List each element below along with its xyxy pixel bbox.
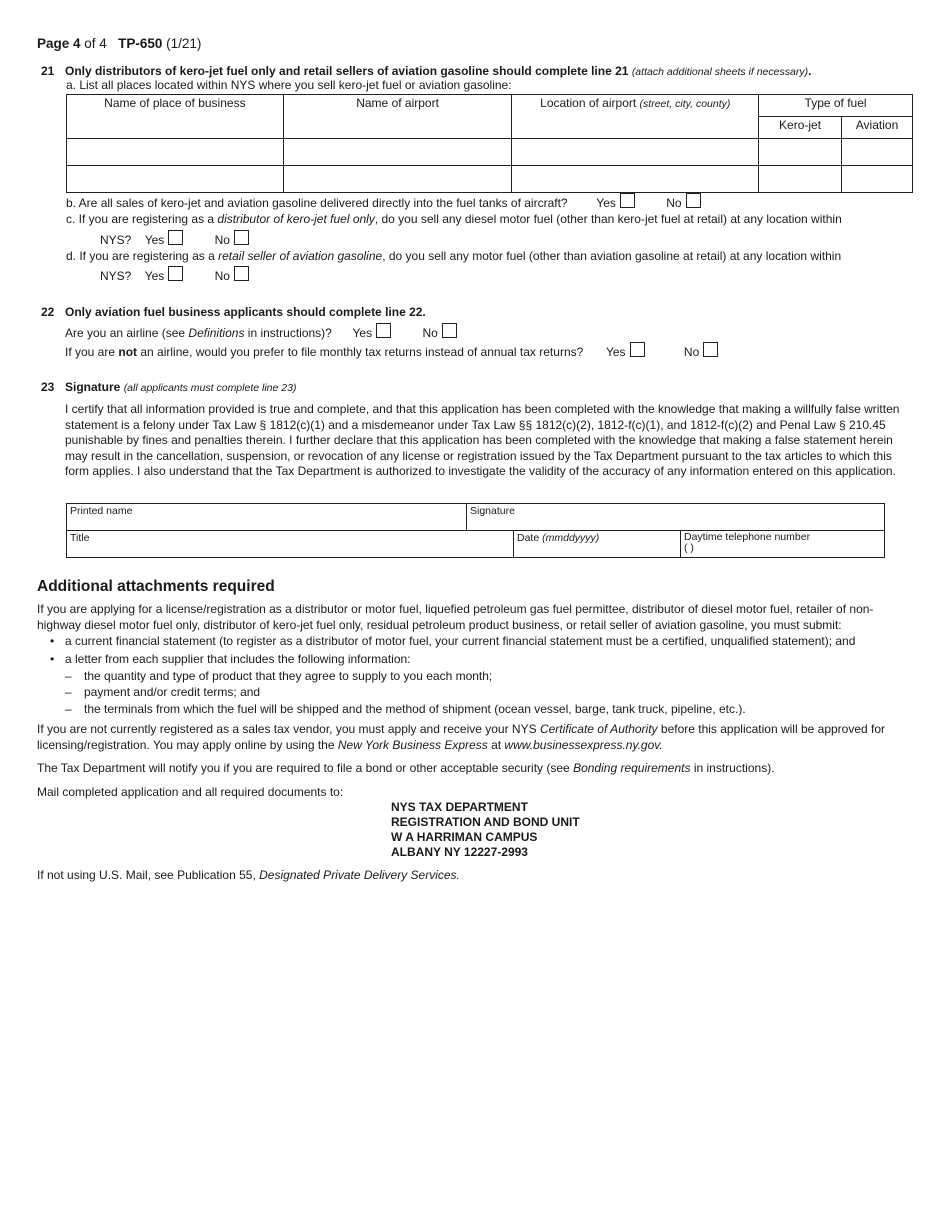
- col-aviation-header: Aviation: [842, 117, 913, 139]
- dash-marker: –: [65, 669, 72, 683]
- dash-marker: –: [65, 702, 72, 716]
- airport-cell[interactable]: [283, 139, 512, 166]
- location-cell[interactable]: [512, 166, 759, 193]
- dash-marker: –: [65, 685, 72, 699]
- phone-field[interactable]: Daytime telephone number ( ): [680, 530, 885, 558]
- col-type-header: Type of fuel: [759, 95, 913, 117]
- attachments-intro: If you are applying for a license/registration as a distributor or motor fuel, liquefied petroleum gas fuel permittee, distributor of diesel motor fuel, retailer of non-highway diesel motor fuel only, distributor of kero-jet fuel only, residual petroleum product business, or retail seller of aviation gasoline, you must submit:: [37, 602, 874, 632]
- col-kerojet-header: Kero-jet: [759, 117, 842, 139]
- bullet-marker: •: [50, 634, 55, 648]
- airline-yes-checkbox[interactable]: [376, 323, 391, 338]
- airport-cell[interactable]: [283, 166, 512, 193]
- printed-name-field[interactable]: Printed name: [66, 503, 467, 531]
- kerojet-cell[interactable]: [759, 139, 842, 166]
- line-21d-options: NYS? Yes No: [100, 266, 277, 283]
- line-21c: c. If you are registering as a distributor of kero-jet fuel only, do you sell any diesel motor fuel (other than kero-jet fuel at retail) at any location within: [66, 212, 842, 226]
- line-21d-yes-checkbox[interactable]: [168, 266, 183, 281]
- dash-item: the quantity and type of product that they agree to supply to you each month;: [84, 669, 493, 683]
- mailing-address: NYS TAX DEPARTMENT REGISTRATION AND BOND UNIT W A HARRIMAN CAMPUS ALBANY NY 12227-2993: [391, 800, 580, 859]
- location-cell[interactable]: [512, 139, 759, 166]
- col-location-header: Location of airport (street, city, county): [512, 95, 759, 139]
- line-21c-yes-checkbox[interactable]: [168, 230, 183, 245]
- line-22-number: 22: [41, 305, 55, 319]
- aviation-cell[interactable]: [842, 166, 913, 193]
- page-of: of 4: [84, 36, 107, 51]
- line-21-title: Only distributors of kero-jet fuel only and retail sellers of aviation gasoline should complete line 21 (attach additional sheets if necessary).: [65, 64, 812, 78]
- line-22-title: Only aviation fuel business applicants should complete line 22.: [65, 305, 426, 319]
- certification-text: I certify that all information provided is true and complete, and that this application has been completed with the knowledge that making a willfully false written statement is a felony under Tax Law § 1812(c)(1) and a misdemeanor under Tax Law §§ 1812(c)(2), 1812-f(c)(1), and 1812-f(c)(2) and Penal Law § 210.45 punishable by fines and penalties therein. I further declare that this application has been completed with the knowledge that making a false statement herein may result in the cancellation, suspension, or revocation of any license or registration issued by the Tax Department pursuant to the tax articles to which this form applies. I also understand that the Tax Department is authorized to investigate the validity of the accuracy of any information entered on this application.: [65, 402, 900, 478]
- business-cell[interactable]: [67, 166, 284, 193]
- monthly-no-checkbox[interactable]: [703, 342, 718, 357]
- line-23-title: Signature (all applicants must complete line 23): [65, 380, 297, 394]
- form-id: TP-650: [118, 36, 163, 51]
- kerojet-cell[interactable]: [759, 166, 842, 193]
- col-business-header: Name of place of business: [67, 95, 284, 139]
- line-22-q1: Are you an airline (see Definitions in instructions)? Yes No: [65, 323, 485, 340]
- monthly-yes-checkbox[interactable]: [630, 342, 645, 357]
- line-21d-no-checkbox[interactable]: [234, 266, 249, 281]
- business-express-link[interactable]: www.businessexpress.ny.gov.: [504, 737, 663, 752]
- line-21b: b. Are all sales of kero-jet and aviation gasoline delivered directly into the fuel tanks of aircraft? Yes No: [66, 193, 729, 210]
- line-23-number: 23: [41, 380, 55, 394]
- line-21b-no-checkbox[interactable]: [686, 193, 701, 208]
- title-field[interactable]: Title: [66, 530, 514, 558]
- table-row: [67, 166, 913, 193]
- aviation-cell[interactable]: [842, 139, 913, 166]
- signature-field[interactable]: Signature: [466, 503, 885, 531]
- page-label: Page 4: [37, 36, 81, 51]
- business-cell[interactable]: [67, 139, 284, 166]
- bullet-item: a letter from each supplier that includes the following information:: [65, 652, 411, 666]
- line-21-number: 21: [41, 64, 55, 78]
- dash-item: the terminals from which the fuel will be shipped and the method of shipment (ocean vessel, barge, tank truck, pipeline, etc.).: [84, 702, 746, 716]
- bullet-item: a current financial statement (to register as a distributor of motor fuel, your current financial statement must be a certified, unqualified statement); and: [65, 634, 856, 648]
- page-header: [37, 36, 201, 51]
- form-rev: (1/21): [166, 36, 202, 51]
- line-21a-text: a. List all places located within NYS where you sell kero-jet fuel or aviation gasoline:: [66, 78, 512, 92]
- line-21c-options: NYS? Yes No: [100, 230, 277, 247]
- airline-no-checkbox[interactable]: [442, 323, 457, 338]
- line-22-q2: If you are not an airline, would you prefer to file monthly tax returns instead of annual tax returns? Yes No: [65, 342, 746, 359]
- mail-instruction: Mail completed application and all required documents to:: [37, 785, 344, 799]
- date-field[interactable]: Date (mmddyyyy): [513, 530, 681, 558]
- publication-note: If not using U.S. Mail, see Publication 55, Designated Private Delivery Services.: [37, 868, 460, 882]
- table-row: [67, 139, 913, 166]
- line-21c-no-checkbox[interactable]: [234, 230, 249, 245]
- attachments-heading: Additional attachments required: [37, 578, 275, 595]
- line-21d: d. If you are registering as a retail seller of aviation gasoline, do you sell any motor fuel (other than aviation gasoline at retail) at any location within: [66, 249, 842, 263]
- line-21b-yes-checkbox[interactable]: [620, 193, 635, 208]
- dash-item: payment and/or credit terms; and: [84, 685, 261, 699]
- sales-tax-paragraph: If you are not currently registered as a sales tax vendor, you must apply and receive your NYS Certificate of Authority before this application will be approved for licensing/registration. You may apply online by using the New York Business Express at www.businessexpress.ny.gov.: [37, 722, 886, 752]
- col-airport-header: Name of airport: [283, 95, 512, 139]
- bullet-marker: •: [50, 652, 55, 666]
- bond-paragraph: The Tax Department will notify you if you are required to file a bond or other acceptable security (see Bonding requirements in instructions).: [37, 761, 775, 775]
- places-table: [66, 94, 913, 193]
